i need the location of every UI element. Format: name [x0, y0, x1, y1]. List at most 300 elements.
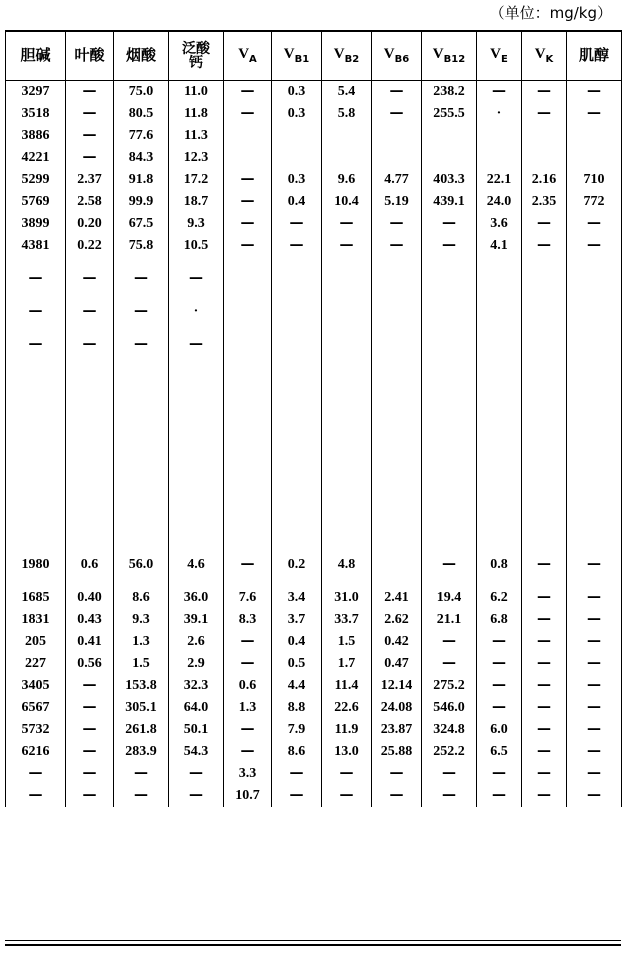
cell-r25-c2: 8.6	[114, 587, 169, 609]
cell-r3-c4	[224, 147, 272, 169]
cell-r34-c3: —	[169, 785, 224, 807]
cell-r12-c0	[6, 323, 66, 334]
cell-r16-c2	[114, 400, 169, 422]
cell-r1-c6: 5.8	[322, 103, 372, 125]
cell-r15-c3	[169, 378, 224, 400]
cell-r20-c8	[422, 488, 477, 510]
column-header-6: $V_{B2}$	[322, 31, 372, 81]
cell-r22-c5	[272, 532, 322, 554]
cell-r23-c8: —	[422, 554, 477, 576]
cell-r6-c4: —	[224, 213, 272, 235]
cell-r10-c4	[224, 290, 272, 301]
cell-r18-c1	[66, 444, 114, 466]
cell-r7-c10: —	[522, 235, 567, 257]
cell-r26-c5: 3.7	[272, 609, 322, 631]
cell-r16-c5	[272, 400, 322, 422]
cell-r18-c0	[6, 444, 66, 466]
cell-r27-c2: 1.3	[114, 631, 169, 653]
cell-r33-c9: —	[477, 763, 522, 785]
cell-r10-c2	[114, 290, 169, 301]
cell-r0-c2: 75.0	[114, 81, 169, 104]
cell-r2-c11	[567, 125, 622, 147]
cell-r24-c3	[169, 576, 224, 587]
cell-r30-c9: —	[477, 697, 522, 719]
cell-r26-c0: 1831	[6, 609, 66, 631]
cell-r23-c1: 0.6	[66, 554, 114, 576]
cell-r13-c3: —	[169, 334, 224, 356]
cell-r19-c11	[567, 466, 622, 488]
cell-r34-c11: —	[567, 785, 622, 807]
cell-r22-c9	[477, 532, 522, 554]
column-header-1: 叶酸	[66, 31, 114, 81]
cell-r34-c6: —	[322, 785, 372, 807]
cell-r32-c4: —	[224, 741, 272, 763]
cell-r9-c5	[272, 268, 322, 290]
cell-r27-c5: 0.4	[272, 631, 322, 653]
cell-r17-c11	[567, 422, 622, 444]
cell-r10-c7	[372, 290, 422, 301]
table-row	[6, 334, 622, 356]
cell-r8-c2	[114, 257, 169, 268]
cell-r17-c8	[422, 422, 477, 444]
cell-r33-c1: —	[66, 763, 114, 785]
cell-r22-c7	[372, 532, 422, 554]
cell-r32-c0: 6216	[6, 741, 66, 763]
cell-r33-c10: —	[522, 763, 567, 785]
cell-r32-c3: 54.3	[169, 741, 224, 763]
cell-r12-c8	[422, 323, 477, 334]
cell-r26-c4: 8.3	[224, 609, 272, 631]
cell-r3-c5	[272, 147, 322, 169]
cell-r18-c3	[169, 444, 224, 466]
cell-r17-c0	[6, 422, 66, 444]
cell-r19-c2	[114, 466, 169, 488]
table-header-row	[6, 31, 622, 81]
column-header-10: $V_K$	[522, 31, 567, 81]
cell-r14-c8	[422, 356, 477, 378]
table-row	[6, 697, 622, 719]
cell-r30-c5: 8.8	[272, 697, 322, 719]
column-header-2: 烟酸	[114, 31, 169, 81]
cell-r31-c0: 5732	[6, 719, 66, 741]
cell-r18-c2	[114, 444, 169, 466]
cell-r0-c8: 238.2	[422, 81, 477, 104]
cell-r16-c0	[6, 400, 66, 422]
cell-r25-c6: 31.0	[322, 587, 372, 609]
cell-r16-c6	[322, 400, 372, 422]
column-header-5: $V_{B1}$	[272, 31, 322, 81]
cell-r26-c3: 39.1	[169, 609, 224, 631]
cell-r32-c8: 252.2	[422, 741, 477, 763]
cell-r4-c7: 4.77	[372, 169, 422, 191]
cell-r4-c2: 91.8	[114, 169, 169, 191]
cell-r17-c2	[114, 422, 169, 444]
cell-r29-c0: 3405	[6, 675, 66, 697]
cell-r9-c1: —	[66, 268, 114, 290]
cell-r18-c11	[567, 444, 622, 466]
cell-r8-c1	[66, 257, 114, 268]
cell-r20-c2	[114, 488, 169, 510]
table-row	[6, 587, 622, 609]
cell-r32-c9: 6.5	[477, 741, 522, 763]
cell-r27-c8: —	[422, 631, 477, 653]
cell-r26-c10: —	[522, 609, 567, 631]
cell-r20-c4	[224, 488, 272, 510]
cell-r1-c2: 80.5	[114, 103, 169, 125]
cell-r30-c10: —	[522, 697, 567, 719]
cell-r30-c7: 24.08	[372, 697, 422, 719]
cell-r25-c0: 1685	[6, 587, 66, 609]
cell-r29-c9: —	[477, 675, 522, 697]
cell-r31-c6: 11.9	[322, 719, 372, 741]
cell-r13-c7	[372, 334, 422, 356]
cell-r31-c3: 50.1	[169, 719, 224, 741]
cell-r14-c0	[6, 356, 66, 378]
cell-r14-c9	[477, 356, 522, 378]
cell-r15-c7	[372, 378, 422, 400]
cell-r6-c2: 67.5	[114, 213, 169, 235]
cell-r23-c7	[372, 554, 422, 576]
cell-r9-c10	[522, 268, 567, 290]
cell-r17-c3	[169, 422, 224, 444]
cell-r6-c9: 3.6	[477, 213, 522, 235]
cell-r32-c5: 8.6	[272, 741, 322, 763]
cell-r13-c2: —	[114, 334, 169, 356]
cell-r11-c5	[272, 301, 322, 323]
cell-r2-c8	[422, 125, 477, 147]
cell-r19-c1	[66, 466, 114, 488]
cell-r30-c2: 305.1	[114, 697, 169, 719]
cell-r24-c5	[272, 576, 322, 587]
cell-r5-c0: 5769	[6, 191, 66, 213]
cell-r4-c1: 2.37	[66, 169, 114, 191]
cell-r27-c10: —	[522, 631, 567, 653]
cell-r12-c6	[322, 323, 372, 334]
cell-r27-c7: 0.42	[372, 631, 422, 653]
cell-r24-c0	[6, 576, 66, 587]
cell-r9-c2: —	[114, 268, 169, 290]
cell-r20-c1	[66, 488, 114, 510]
cell-r9-c0: —	[6, 268, 66, 290]
cell-r1-c5: 0.3	[272, 103, 322, 125]
cell-r19-c8	[422, 466, 477, 488]
cell-r29-c10: —	[522, 675, 567, 697]
cell-r22-c2	[114, 532, 169, 554]
cell-r26-c9: 6.8	[477, 609, 522, 631]
column-header-8: $V_{B12}$	[422, 31, 477, 81]
cell-r34-c7: —	[372, 785, 422, 807]
cell-r12-c4	[224, 323, 272, 334]
cell-r32-c10: —	[522, 741, 567, 763]
cell-r23-c0: 1980	[6, 554, 66, 576]
cell-r1-c1: —	[66, 103, 114, 125]
cell-r7-c11: —	[567, 235, 622, 257]
cell-r17-c10	[522, 422, 567, 444]
cell-r2-c6	[322, 125, 372, 147]
cell-r25-c4: 7.6	[224, 587, 272, 609]
cell-r20-c5	[272, 488, 322, 510]
cell-r19-c0	[6, 466, 66, 488]
cell-r14-c10	[522, 356, 567, 378]
table-row	[6, 191, 622, 213]
cell-r8-c4	[224, 257, 272, 268]
cell-r4-c0: 5299	[6, 169, 66, 191]
cell-r7-c5: —	[272, 235, 322, 257]
cell-r9-c4	[224, 268, 272, 290]
cell-r28-c6: 1.7	[322, 653, 372, 675]
cell-r11-c9	[477, 301, 522, 323]
cell-r5-c2: 99.9	[114, 191, 169, 213]
cell-r33-c11: —	[567, 763, 622, 785]
cell-r27-c3: 2.6	[169, 631, 224, 653]
cell-r23-c6: 4.8	[322, 554, 372, 576]
cell-r18-c6	[322, 444, 372, 466]
cell-r31-c5: 7.9	[272, 719, 322, 741]
cell-r13-c8	[422, 334, 477, 356]
cell-r7-c9: 4.1	[477, 235, 522, 257]
cell-r13-c4	[224, 334, 272, 356]
cell-r5-c10: 2.35	[522, 191, 567, 213]
cell-r29-c5: 4.4	[272, 675, 322, 697]
cell-r2-c4	[224, 125, 272, 147]
cell-r27-c1: 0.41	[66, 631, 114, 653]
cell-r34-c10: —	[522, 785, 567, 807]
cell-r5-c5: 0.4	[272, 191, 322, 213]
cell-r25-c9: 6.2	[477, 587, 522, 609]
cell-r16-c3	[169, 400, 224, 422]
cell-r1-c9: ·	[477, 103, 522, 125]
table-spacer-row	[6, 290, 622, 301]
cell-r7-c4: —	[224, 235, 272, 257]
cell-r34-c2: —	[114, 785, 169, 807]
cell-r23-c4: —	[224, 554, 272, 576]
cell-r28-c5: 0.5	[272, 653, 322, 675]
cell-r29-c3: 32.3	[169, 675, 224, 697]
cell-r5-c7: 5.19	[372, 191, 422, 213]
cell-r23-c3: 4.6	[169, 554, 224, 576]
cell-r21-c11	[567, 510, 622, 532]
cell-r12-c1	[66, 323, 114, 334]
table-row	[6, 81, 622, 104]
cell-r33-c2: —	[114, 763, 169, 785]
cell-r25-c7: 2.41	[372, 587, 422, 609]
cell-r10-c9	[477, 290, 522, 301]
cell-r7-c6: —	[322, 235, 372, 257]
cell-r31-c7: 23.87	[372, 719, 422, 741]
table-row	[6, 609, 622, 631]
cell-r8-c3	[169, 257, 224, 268]
cell-r2-c7	[372, 125, 422, 147]
cell-r29-c1: —	[66, 675, 114, 697]
cell-r24-c2	[114, 576, 169, 587]
cell-r13-c9	[477, 334, 522, 356]
cell-r0-c5: 0.3	[272, 81, 322, 104]
cell-r24-c10	[522, 576, 567, 587]
cell-r0-c6: 5.4	[322, 81, 372, 104]
table-spacer-row	[6, 488, 622, 510]
cell-r6-c10: —	[522, 213, 567, 235]
cell-r20-c6	[322, 488, 372, 510]
column-header-3: 泛酸 钙	[169, 31, 224, 81]
cell-r12-c5	[272, 323, 322, 334]
cell-r25-c10: —	[522, 587, 567, 609]
cell-r31-c2: 261.8	[114, 719, 169, 741]
cell-r30-c0: 6567	[6, 697, 66, 719]
cell-r10-c8	[422, 290, 477, 301]
column-header-9: $V_E$	[477, 31, 522, 81]
cell-r16-c4	[224, 400, 272, 422]
table-spacer-row	[6, 378, 622, 400]
cell-r29-c7: 12.14	[372, 675, 422, 697]
cell-r27-c11: —	[567, 631, 622, 653]
cell-r20-c0	[6, 488, 66, 510]
cell-r5-c6: 10.4	[322, 191, 372, 213]
cell-r21-c2	[114, 510, 169, 532]
cell-r17-c6	[322, 422, 372, 444]
cell-r11-c1: —	[66, 301, 114, 323]
table-spacer-row	[6, 422, 622, 444]
cell-r2-c5	[272, 125, 322, 147]
cell-r8-c9	[477, 257, 522, 268]
cell-r3-c0: 4221	[6, 147, 66, 169]
cell-r11-c0: —	[6, 301, 66, 323]
table-row	[6, 675, 622, 697]
cell-r30-c6: 22.6	[322, 697, 372, 719]
table-bottom-inner-rule	[5, 940, 621, 941]
cell-r20-c11	[567, 488, 622, 510]
cell-r22-c10	[522, 532, 567, 554]
cell-r0-c10: —	[522, 81, 567, 104]
cell-r22-c1	[66, 532, 114, 554]
cell-r26-c6: 33.7	[322, 609, 372, 631]
cell-r6-c3: 9.3	[169, 213, 224, 235]
cell-r28-c1: 0.56	[66, 653, 114, 675]
cell-r21-c5	[272, 510, 322, 532]
cell-r15-c0	[6, 378, 66, 400]
cell-r31-c10: —	[522, 719, 567, 741]
cell-r10-c11	[567, 290, 622, 301]
cell-r18-c7	[372, 444, 422, 466]
cell-r29-c6: 11.4	[322, 675, 372, 697]
cell-r3-c10	[522, 147, 567, 169]
cell-r27-c0: 205	[6, 631, 66, 653]
cell-r24-c6	[322, 576, 372, 587]
cell-r25-c8: 19.4	[422, 587, 477, 609]
cell-r13-c0: —	[6, 334, 66, 356]
cell-r6-c8: —	[422, 213, 477, 235]
cell-r22-c8	[422, 532, 477, 554]
cell-r11-c4	[224, 301, 272, 323]
cell-r19-c10	[522, 466, 567, 488]
table-row	[6, 301, 622, 323]
cell-r23-c5: 0.2	[272, 554, 322, 576]
cell-r34-c4: 10.7	[224, 785, 272, 807]
cell-r26-c2: 9.3	[114, 609, 169, 631]
cell-r32-c6: 13.0	[322, 741, 372, 763]
table-spacer-row	[6, 257, 622, 268]
cell-r15-c1	[66, 378, 114, 400]
cell-r29-c11: —	[567, 675, 622, 697]
cell-r26-c11: —	[567, 609, 622, 631]
cell-r5-c1: 2.58	[66, 191, 114, 213]
cell-r20-c9	[477, 488, 522, 510]
cell-r3-c9	[477, 147, 522, 169]
cell-r4-c5: 0.3	[272, 169, 322, 191]
cell-r4-c9: 22.1	[477, 169, 522, 191]
cell-r3-c2: 84.3	[114, 147, 169, 169]
cell-r22-c6	[322, 532, 372, 554]
cell-r16-c1	[66, 400, 114, 422]
cell-r28-c3: 2.9	[169, 653, 224, 675]
cell-r8-c10	[522, 257, 567, 268]
cell-r30-c4: 1.3	[224, 697, 272, 719]
cell-r3-c1: —	[66, 147, 114, 169]
cell-r14-c5	[272, 356, 322, 378]
cell-r28-c10: —	[522, 653, 567, 675]
cell-r15-c2	[114, 378, 169, 400]
cell-r23-c10: —	[522, 554, 567, 576]
nutrient-table	[5, 30, 622, 807]
cell-r4-c4: —	[224, 169, 272, 191]
cell-r4-c8: 403.3	[422, 169, 477, 191]
cell-r27-c6: 1.5	[322, 631, 372, 653]
table-spacer-row	[6, 532, 622, 554]
cell-r33-c0: —	[6, 763, 66, 785]
table-row	[6, 169, 622, 191]
table-row	[6, 785, 622, 807]
cell-r7-c8: —	[422, 235, 477, 257]
cell-r22-c4	[224, 532, 272, 554]
cell-r25-c3: 36.0	[169, 587, 224, 609]
cell-r16-c10	[522, 400, 567, 422]
cell-r19-c4	[224, 466, 272, 488]
column-header-4: $V_A$	[224, 31, 272, 81]
cell-r17-c4	[224, 422, 272, 444]
cell-r1-c7: —	[372, 103, 422, 125]
cell-r25-c5: 3.4	[272, 587, 322, 609]
cell-r22-c0	[6, 532, 66, 554]
cell-r18-c8	[422, 444, 477, 466]
table-row	[6, 125, 622, 147]
cell-r7-c0: 4381	[6, 235, 66, 257]
cell-r1-c0: 3518	[6, 103, 66, 125]
cell-r2-c9	[477, 125, 522, 147]
table-spacer-row	[6, 576, 622, 587]
cell-r30-c3: 64.0	[169, 697, 224, 719]
cell-r19-c7	[372, 466, 422, 488]
cell-r21-c7	[372, 510, 422, 532]
cell-r20-c3	[169, 488, 224, 510]
cell-r21-c3	[169, 510, 224, 532]
cell-r27-c9: —	[477, 631, 522, 653]
cell-r16-c9	[477, 400, 522, 422]
cell-r12-c3	[169, 323, 224, 334]
cell-r14-c3	[169, 356, 224, 378]
cell-r21-c0	[6, 510, 66, 532]
table-spacer-row	[6, 466, 622, 488]
cell-r16-c7	[372, 400, 422, 422]
cell-r15-c8	[422, 378, 477, 400]
table-row	[6, 103, 622, 125]
table-row	[6, 235, 622, 257]
cell-r4-c6: 9.6	[322, 169, 372, 191]
table-spacer-row	[6, 510, 622, 532]
cell-r6-c5: —	[272, 213, 322, 235]
cell-r28-c4: —	[224, 653, 272, 675]
cell-r15-c11	[567, 378, 622, 400]
cell-r5-c4: —	[224, 191, 272, 213]
cell-r2-c2: 77.6	[114, 125, 169, 147]
